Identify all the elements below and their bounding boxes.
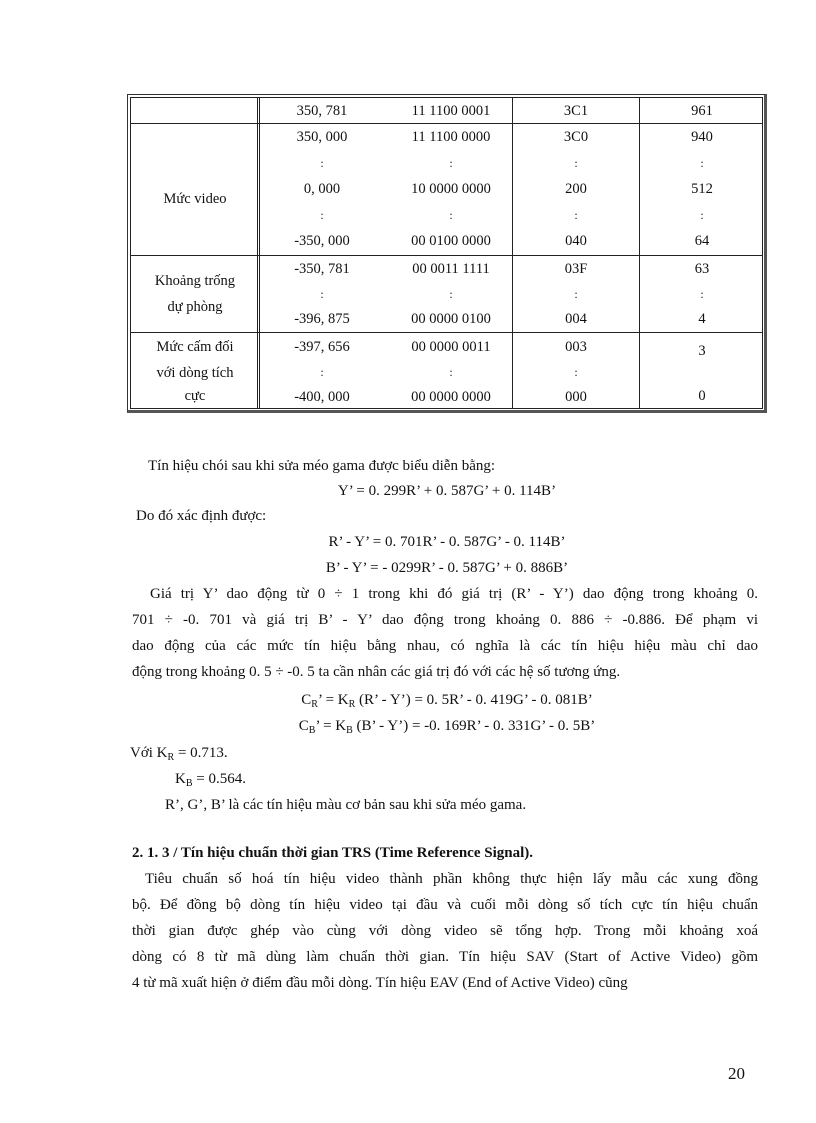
table-cell: 200 xyxy=(565,181,587,197)
table-cell: 3C1 xyxy=(563,103,589,119)
table-cell: 004 xyxy=(565,311,587,327)
page-number: 20 xyxy=(728,1064,745,1083)
text-line: Tiêu chuẩn số hoá tín hiệu video thành phần không thực hiện lấy mẫu các xung đồng xyxy=(145,871,758,887)
table-cell: 000 xyxy=(565,389,587,405)
table-cell: 3 xyxy=(698,343,706,359)
row-label: cực xyxy=(184,388,206,404)
table-grid xyxy=(130,97,763,409)
table-cell: -397, 656 xyxy=(294,339,350,355)
table-cell: : xyxy=(449,287,453,301)
row-label: Mức cấm đối xyxy=(156,339,234,355)
equation: Y’ = 0. 299R’ + 0. 587G’ + 0. 114B’ xyxy=(337,483,557,499)
table-cell: 940 xyxy=(691,129,713,145)
constant-kb: $K_B = 0.564$. xyxy=(175,771,246,789)
paragraph: Do đó xác định được: xyxy=(136,508,267,524)
constant-kr: Với $K_R = 0.713$. xyxy=(130,745,228,763)
text-line: động trong khoảng 0. 5 ÷ -0. 5 ta cần nhân các giá trị đó với các hệ số tương ứng. xyxy=(132,664,621,680)
table-cell: 63 xyxy=(694,261,710,277)
table-cell: 00 0011 1111 xyxy=(412,261,490,277)
table-cell: 4 xyxy=(698,311,706,327)
table-cell: 11 1100 0000 xyxy=(411,129,491,145)
table-cell: : xyxy=(320,365,324,379)
text-line: thời gian được ghép vào cùng với dòng video sẽ tổng hợp. Trong mỗi khoảng xoá xyxy=(132,923,758,939)
table-cell: 040 xyxy=(565,233,587,249)
table-cell: 03F xyxy=(564,261,588,277)
equation: $C_B$’ = $K_B$ (B’ - Y’) = -0. 169R’ - 0. 331G’ - 0. 5B’ xyxy=(298,718,596,736)
table-cell: 00 0000 0011 xyxy=(411,339,491,355)
row-label: dự phòng xyxy=(167,299,223,315)
table-cell: : xyxy=(320,208,324,222)
table-cell: : xyxy=(320,156,324,170)
text-line: bộ. Để đồng bộ dòng tín hiệu video tại đầu và cuối mỗi dòng số tích cực tín hiệu chuẩn xyxy=(132,897,758,913)
text-line: Giá trị Y’ dao động từ 0 ÷ 1 trong khi đó giá trị (R’ - Y’) dao động trong khoảng 0. xyxy=(150,586,758,602)
table-cell: 0 xyxy=(698,388,706,404)
text-line: 701 ÷ -0. 701 và giá trị B’ - Y’ dao động trong khoảng 0. 886 ÷ -0.886. Để phạm vi xyxy=(132,612,758,628)
row-label: Khoảng trống xyxy=(154,273,236,289)
table-cell: : xyxy=(449,156,453,170)
paragraph: Tín hiệu chói sau khi sửa méo gama được biểu diễn bằng: xyxy=(148,458,496,474)
table-cell: 64 xyxy=(694,233,710,249)
equation: B’ - Y’ = - 0299R’ - 0. 587G’ + 0. 886B’ xyxy=(325,560,569,576)
table-cell: : xyxy=(574,365,578,379)
table-cell: : xyxy=(449,208,453,222)
table-cell: -350, 000 xyxy=(294,233,350,249)
equation: $C_R$’ = $K_R$ (R’ - Y’) = 0. 5R’ - 0. 419G’ - 0. 081B’ xyxy=(301,692,593,710)
table-cell: : xyxy=(700,287,704,301)
table-cell: : xyxy=(320,287,324,301)
table-cell: : xyxy=(574,208,578,222)
table-cell: : xyxy=(574,287,578,301)
text-line: 4 từ mã xuất hiện ở điểm đầu mỗi dòng. Tín hiệu EAV (End of Active Video) cũng xyxy=(132,975,628,991)
row-label: với dòng tích xyxy=(156,365,234,381)
data-table xyxy=(127,94,767,413)
table-cell: -396, 875 xyxy=(294,311,350,327)
table-cell: 11 1100 0001 xyxy=(411,103,491,119)
section-heading: 2. 1. 3 / Tín hiệu chuẩn thời gian TRS (Time Reference Signal). xyxy=(132,845,533,861)
col-divider xyxy=(639,98,640,408)
table-cell: 350, 781 xyxy=(296,103,348,119)
table-cell: 512 xyxy=(691,181,713,197)
table-cell: 0, 000 xyxy=(303,181,341,197)
table-cell: 961 xyxy=(691,103,713,119)
text-line: dòng có 8 từ mã dùng làm chuẩn thời gian. Tín hiệu SAV (Start of Active Video) gồm xyxy=(132,949,758,965)
table-cell: : xyxy=(574,156,578,170)
table-cell: 3C0 xyxy=(563,129,589,145)
text-line: dao động của các mức tín hiệu bằng nhau, có nghĩa là các tín hiệu hiệu màu chỉ dao xyxy=(132,638,758,654)
paragraph: R’, G’, B’ là các tín hiệu màu cơ bản sau khi sửa méo gama. xyxy=(165,797,527,813)
table-cell: 003 xyxy=(565,339,587,355)
table-cell: 00 0000 0100 xyxy=(411,311,491,327)
table-cell: 00 0100 0000 xyxy=(411,233,491,249)
table-cell: 350, 000 xyxy=(296,129,348,145)
equation: R’ - Y’ = 0. 701R’ - 0. 587G’ - 0. 114B’ xyxy=(328,534,566,550)
table-cell: : xyxy=(700,156,704,170)
table-cell: -400, 000 xyxy=(294,389,350,405)
table-cell: -350, 781 xyxy=(294,261,350,277)
table-cell: : xyxy=(449,365,453,379)
table-cell: 10 0000 0000 xyxy=(411,181,491,197)
row-divider xyxy=(131,332,762,333)
table-cell: 00 0000 0000 xyxy=(411,389,491,405)
table-cell: : xyxy=(700,208,704,222)
row-label: Mức video xyxy=(163,191,227,207)
